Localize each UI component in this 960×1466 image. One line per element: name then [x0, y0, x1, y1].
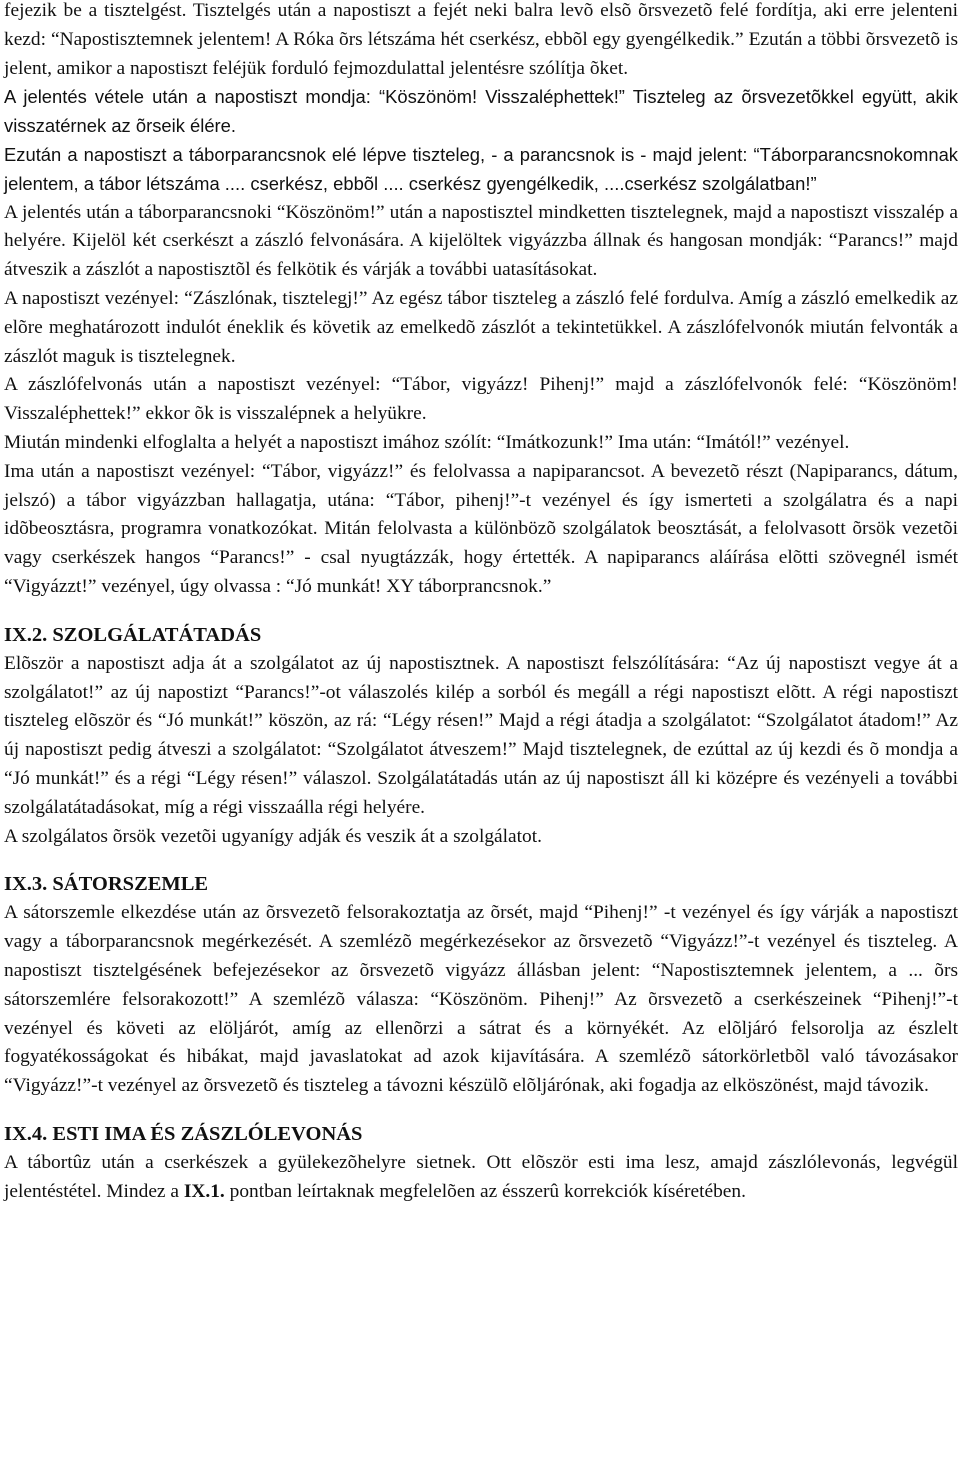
paragraph-salute-reports: fejezik be a tisztelgést. Tisztelgés után a napostiszt a fejét neki balra levõ elsõ õrsvezetõ felé fordítja, aki erre jelenteni kezd: “Napostisztemnek jelentem! A Róka õrs létszáma hét cserkész, ebbõl egy gyengélkedik.” Ezután a többi õrsvezetõ is jelent, amikor a napostiszt feléjük forduló fejmozdulattal jelentésre szólítja õket. [4, 0, 958, 79]
paragraph-flag-raisers: A jelentés után a táborparancsnoki “Köszönöm!” után a napostisztel mindketten tisztelegnek, majd a napostiszt visszalép a helyére. Kijelöl két cserkészt a zászló felvonására. A kijelöltek vigyázzba állnak és hangosan mondják: “Parancs!” majd átveszik a zászlót a napostisztõl és felkötik és várják a további uatasításokat. [4, 201, 958, 281]
section-heading-evening-prayer: IX.4. ESTI IMA ÉS ZÁSZLÓLEVONÁS [4, 1122, 363, 1145]
section-heading-duty-handover: IX.2. SZOLGÁLATÁTADÁS [4, 623, 262, 646]
paragraph-commander-report: Ezután a napostiszt a táborparancsnok elé lépve tiszteleg, - a parancsnok is - majd jelent: “Táborparancsnokomnak jelentem, a tábor létszáma .... cserkész, ebbõl .... cserkész gyengélkedik, ....cserkész szolgálatban!” [4, 143, 958, 194]
paragraph-report-receipt: A jelentés vétele után a napostiszt mondja: “Köszönöm! Visszaléphettek!” Tiszteleg az õrsvezetõkkel együtt, akik visszatérnek az õrseik élére. [4, 86, 958, 137]
section-reference: IX.1. [183, 1180, 225, 1202]
paragraph-prayer: Miután mindenki elfoglalta a helyét a napostiszt imához szólít: “Imátkozunk!” Ima után: “Imától!” vezényel. [4, 431, 850, 453]
document-page [4, 0, 958, 1206]
paragraph-duty-handover: Elõször a napostiszt adja át a szolgálatot az új napostisztnek. A napostiszt felszólítására: “Az új napostiszt vegye át a szolgálatot!” az új napostizt “Parancs!”-ot válaszolés kilép a sorból és megáll a régi napostiszt elõtt. A régi napostiszt tiszteleg elõször és “Jó munkát!” köszön, az rá: “Légy résen!” Majd a régi átadja a szolgálatot: “Szolgálatot átadom!” Az új napostiszt pedig átveszi a szolgálatot: “Szolgálatot átveszem!” Majd tisztelegnek, de ezúttal az új kezdi és õ mondja a “Jó munkát!” és a régi “Légy résen!” válaszol. Szolgálatátadás után az új napostiszt áll ki középre és vezényeli a további szolgálatátadásokat, míg a régi visszaálla régi helyére. [4, 652, 958, 818]
paragraph-evening-prayer-text-start: A tábortûz után a cserkészek a gyülekezõhelyre sietnek. Ott elõször esti ima lesz, amajd zászlólevonás, legvégül jelentéstétel. Mindez a [4, 1151, 958, 1202]
section-heading-tent-inspection: IX.3. SÁTORSZEMLE [4, 873, 209, 896]
paragraph-evening-prayer-text-end: pontban leírtaknak megfelelõen az ésszerû korrekciók kíséretében. [224, 1180, 746, 1202]
paragraph-daily-orders: Ima után a napostiszt vezényel: “Tábor, vigyázz!” és felolvassa a napiparancsot. A bevezetõ részt (Napiparancs, dátum, jelszó) a tábor vigyázzban hallagatja, utána: “Tábor, pihenj!”-t vezényel és így ismerteti a szolgálatra és a napi idõbeosztásra, programra vonatkozókat. Mitán felolvasta a különbözõ szolgálatok beosztását, a felolvasott õrsök vezetõi vagy cserkészek hangos “Parancs!” - csal nyugtázzák, hogy értették. A napiparancs aláírása elõtti szövegnél ismét “Vigyázzt!” vezényel, úgy olvassa : “Jó munkát! XY táborprancsnok.” [4, 460, 958, 597]
paragraph-tent-inspection: A sátorszemle elkezdése után az õrsvezetõ felsorakoztatja az õrsét, majd “Pihenj!” -t vezényel és így várják a napostiszt vagy a táborparancsnok megérkezését. A szemlézõ megérkezésekor az õrsvezetõ “Vigyázz!”-t vezényel és tiszteleg. A napostiszt tisztelgésének befejezésekor az õrsvezetõ vigyázz állásban jelent: “Napostisztemnek jelentem, a ... õrs sátorszemlére felsorakozott!” A szemlézõ válasza: “Köszönöm. Pihenj!” Az õrsvezetõ a cserkészeinek “Pihenj!”-t vezényel és követi az elöljárót, amíg az ellenõrzi a sátrat és a környékét. Az elõljáró felsorolja az észlelt fogyatékosságokat és hibákat, majd javaslatokat ad azok kijavítására. A szemlézõ sátorkörletbõl való távozásakor “Vigyázz!”-t vezényel az õrsvezetõ és tiszteleg a távozni készülõ elõljárónak, aki fogadja az elköszönést, majd távozik. [4, 902, 958, 1097]
paragraph-flag-salute: A napostiszt vezényel: “Zászlónak, tisztelegj!” Az egész tábor tiszteleg a zászló felé fordulva. Amíg a zászló emelkedik az elõre meghatározott indulót éneklik és követik az emelkedõ zászlót a tekintetükkel. A zászlófelvonók miután felvonták a zászlót maguk is tisztelegnek. [4, 287, 958, 367]
paragraph-after-flag-raising: A zászlófelvonás után a napostiszt vezényel: “Tábor, vigyázz! Pihenj!” majd a zászlófelvonók felé: “Köszönöm! Visszaléphettek!” ekkor õk is visszalépnek a helyükre. [4, 374, 958, 425]
paragraph-patrol-duty-handover: A szolgálatos õrsök vezetõi ugyanígy adják és veszik át a szolgálatot. [4, 825, 542, 847]
paragraph-evening-prayer [4, 1149, 958, 1207]
